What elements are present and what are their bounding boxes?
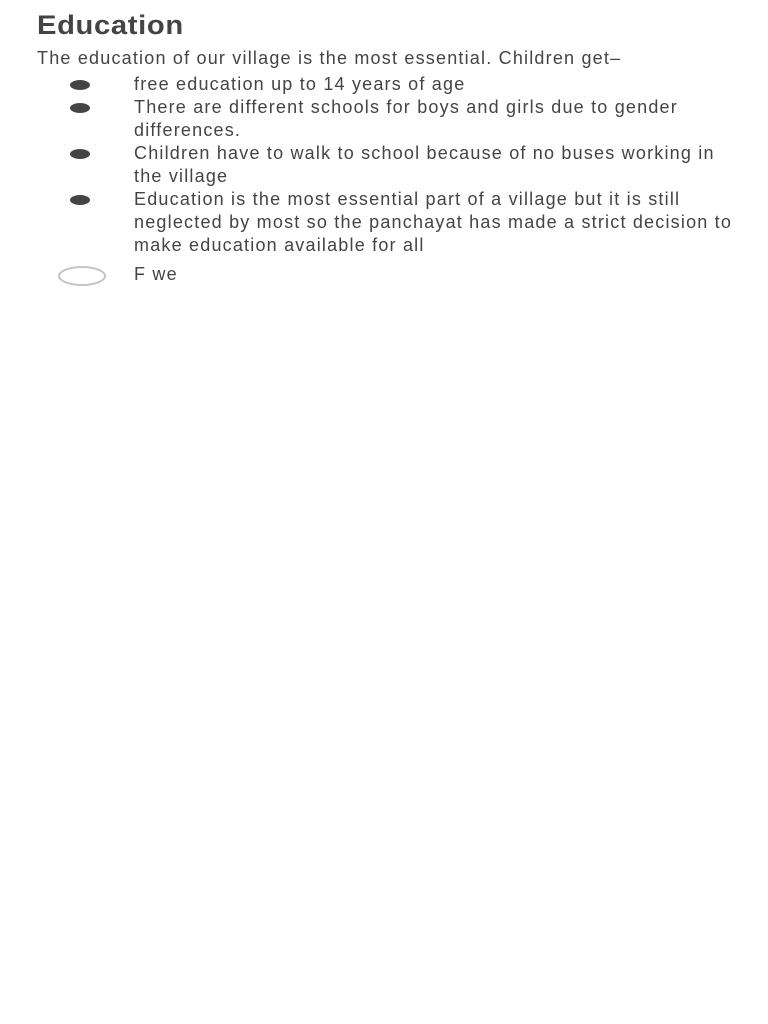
document — [37, 8, 737, 289]
list-item — [37, 96, 734, 142]
list-item-text: Children have to walk to school because of no buses working in the village — [134, 142, 715, 186]
bullet-list — [37, 73, 737, 257]
list-item — [37, 142, 734, 188]
list-item-text: There are different schools for boys and girls due to gender differences. — [134, 96, 678, 140]
list-item-text: free education up to 14 years of age — [134, 73, 466, 94]
radio-option-label: F we — [134, 263, 178, 284]
bullet-icon — [70, 195, 90, 205]
radio-circle-icon[interactable] — [58, 266, 106, 286]
intro-paragraph: The education of our village is the most essential. Children get– — [37, 48, 622, 68]
section-heading: Education — [37, 10, 184, 40]
list-item-text: Education is the most essential part of a village but it is still neglected by most so the panchayat has made a strict decision to make education available for all — [134, 188, 733, 255]
list-item — [37, 73, 734, 96]
bullet-icon — [70, 103, 90, 113]
radio-option[interactable] — [37, 263, 737, 289]
bullet-icon — [70, 149, 90, 159]
bullet-icon — [70, 80, 90, 90]
list-item — [37, 188, 734, 257]
